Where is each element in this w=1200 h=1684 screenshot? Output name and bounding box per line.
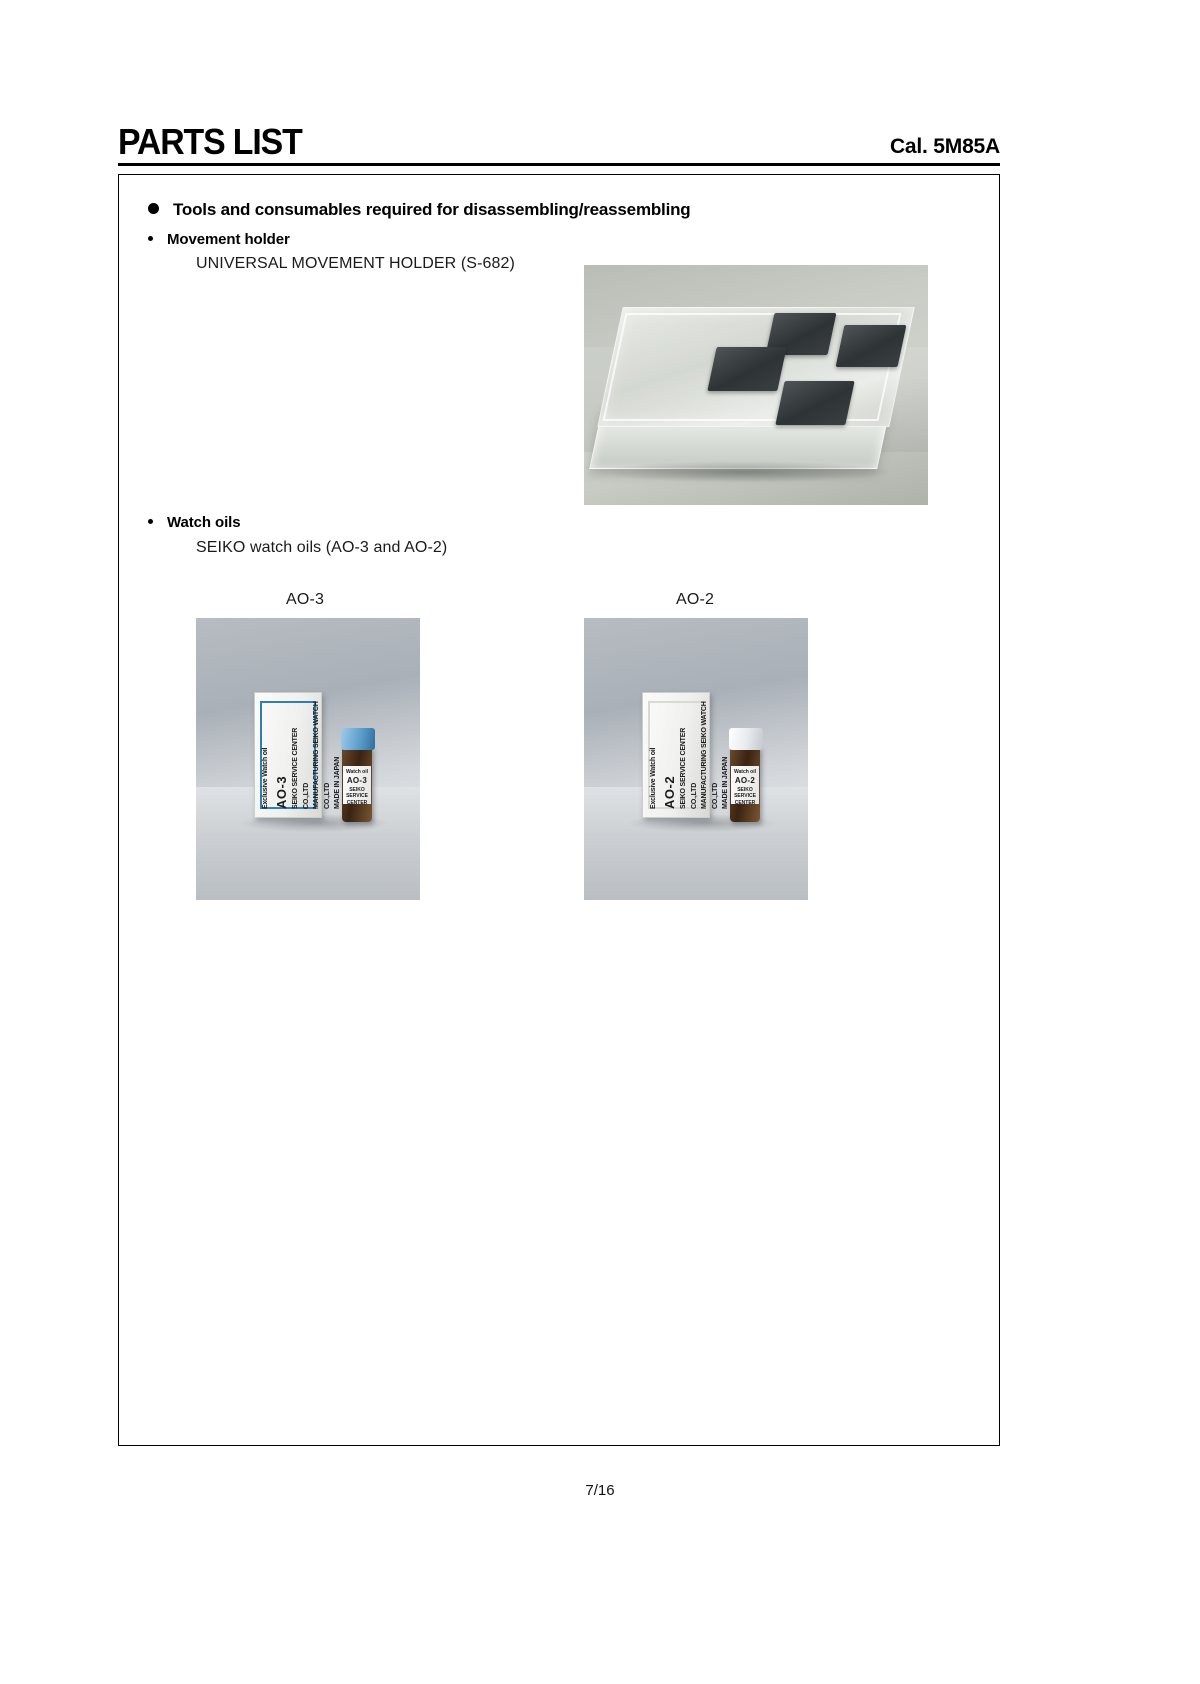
subsection-heading-text: Movement holder bbox=[167, 231, 290, 248]
bottle-brand: Watch oil bbox=[733, 769, 757, 775]
oil-box-brand: Exclusive Watch oil bbox=[650, 747, 657, 809]
small-bullet-icon bbox=[148, 236, 153, 241]
subsection-heading-watch-oils bbox=[148, 514, 240, 531]
holder-pad bbox=[707, 347, 786, 391]
oil-box-origin: MADE IN JAPAN bbox=[334, 756, 341, 809]
photo-caption-ao2: AO-2 bbox=[676, 591, 715, 608]
oil-box-grade: AO-2 bbox=[661, 775, 677, 809]
oil-box-ao2 bbox=[642, 692, 729, 818]
section-heading bbox=[148, 200, 690, 220]
oil-bottle-label bbox=[731, 766, 759, 807]
watch-oil-photo-ao2 bbox=[584, 618, 808, 900]
movement-holder-photo bbox=[584, 265, 928, 505]
subsection-heading-text: Watch oils bbox=[167, 514, 241, 531]
bottle-company: SEIKO SERVICE CENTER bbox=[346, 786, 368, 807]
oil-box-text bbox=[643, 693, 729, 817]
photo-shadow bbox=[594, 461, 894, 483]
watch-oils-description: SEIKO watch oils (AO-3 and AO-2) bbox=[196, 539, 448, 556]
oil-bottle-cap bbox=[341, 728, 375, 750]
page-title: PARTS LIST bbox=[118, 121, 302, 162]
oil-box-company: SEIKO SERVICE CENTER CO.,LTD bbox=[680, 727, 698, 809]
page-number: 7/16 bbox=[585, 1482, 615, 1499]
page-header bbox=[118, 118, 1000, 166]
oil-box-manufacture: MANUFACTURING SEIKO WATCH CO.,LTD bbox=[313, 701, 331, 809]
photo-caption-ao3: AO-3 bbox=[286, 591, 325, 608]
oil-box-origin: MADE IN JAPAN bbox=[722, 756, 729, 809]
small-bullet-icon bbox=[148, 519, 153, 524]
bottle-company: SEIKO SERVICE CENTER bbox=[734, 786, 756, 807]
watch-oil-photo-ao3 bbox=[196, 618, 420, 900]
bottle-grade: AO-3 bbox=[346, 775, 368, 785]
caliber-label: Cal. 5M85A bbox=[889, 135, 1000, 158]
holder-pad bbox=[775, 381, 854, 425]
oil-box-manufacture: MANUFACTURING SEIKO WATCH CO.,LTD bbox=[701, 701, 719, 809]
bottle-brand: Watch oil bbox=[345, 769, 369, 775]
oil-box-company: SEIKO SERVICE CENTER CO.,LTD bbox=[292, 727, 310, 809]
section-heading-text: Tools and consumables required for disassembling/reassembling bbox=[173, 200, 691, 219]
oil-box-ao3 bbox=[254, 692, 341, 818]
bullet-dot-icon bbox=[148, 203, 159, 214]
movement-holder-description: UNIVERSAL MOVEMENT HOLDER (S-682) bbox=[196, 255, 515, 272]
oil-bottle-cap bbox=[729, 728, 763, 750]
oil-bottle-label bbox=[343, 766, 371, 807]
oil-box-brand: Exclusive Watch oil bbox=[262, 747, 269, 809]
subsection-heading-movement-holder bbox=[148, 231, 290, 248]
oil-box-text bbox=[255, 693, 341, 817]
bottle-grade: AO-2 bbox=[734, 775, 756, 785]
oil-box-grade: AO-3 bbox=[273, 775, 289, 809]
holder-pad bbox=[836, 325, 907, 367]
